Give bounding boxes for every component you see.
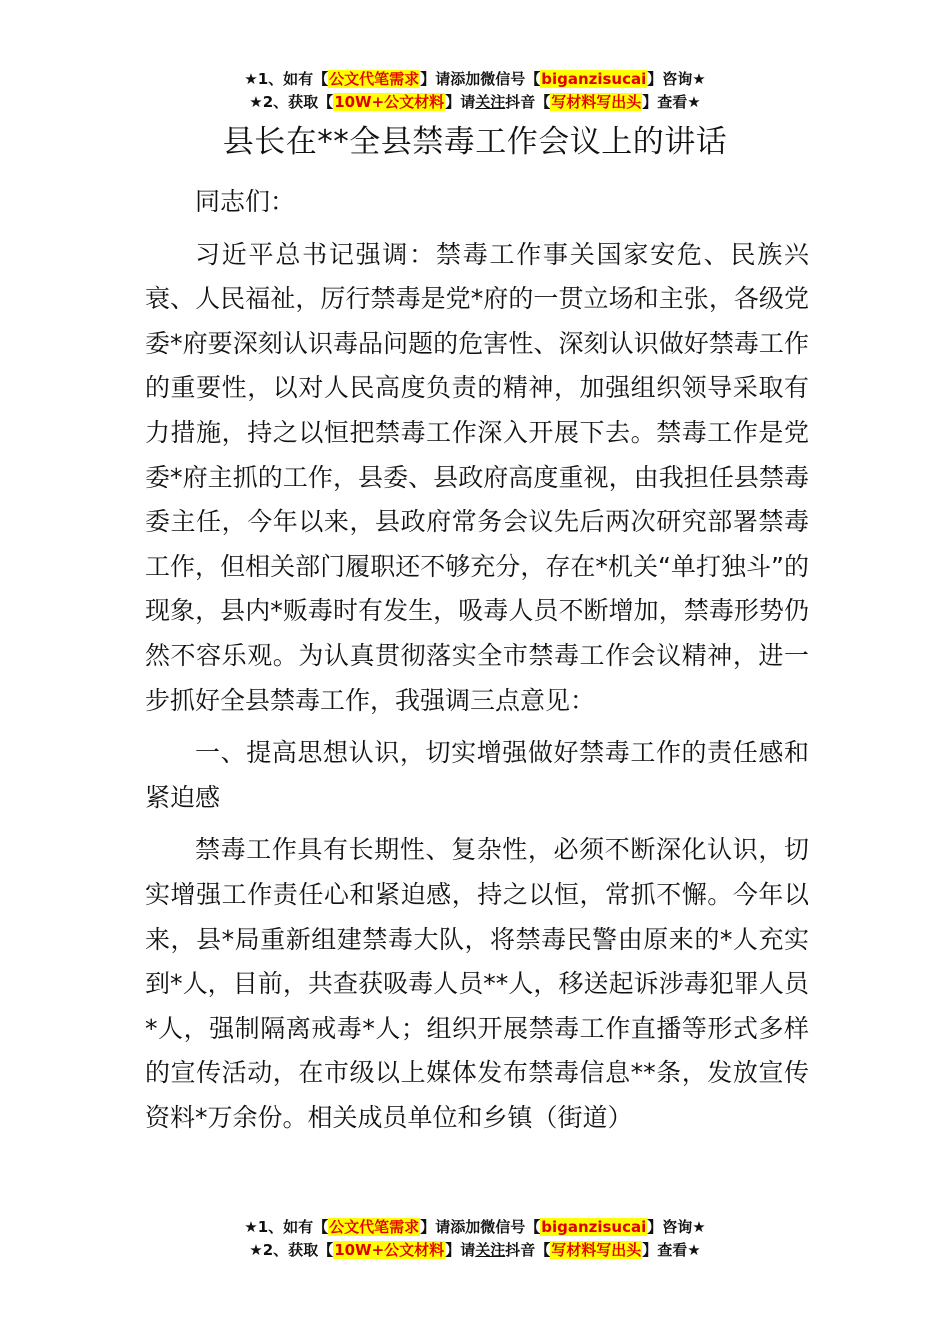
footer-line-2-douyin: 抖音【 [505,1241,551,1259]
header-line-1-prefix: ★1、如有【 [244,70,329,88]
header-line-2 [0,91,950,114]
header-highlight-ghostwriting: 公文代笔需求 [329,70,420,88]
footer-highlight-douyin-account: 写材料写出头 [551,1241,642,1259]
salutation: 同志们： [195,187,296,216]
section-heading-1: 一、提高思想认识，切实增强做好禁毒工作的责任感和紧迫感 [145,738,809,812]
header-line-1 [0,68,950,91]
body-paragraph-intro: 习近平总书记强调：禁毒工作事关国家安危、民族兴衰、人民福祉，厉行禁毒是党*府的一贯立场和主张，各级党委*府要深刻认识毒品问题的危害性、深刻认识做好禁毒工作的重要性，以对人民高度负责的精神，加强组织领导采取有力措施，持之以恒把禁毒工作深入开展下去。禁毒工作是党委*府主抓的工作，县委、县政府高度重视，由我担任县禁毒委主任，今年以来，县政府常务会议先后两次研究部署禁毒工作，但相关部门履职还不够充分，存在*机关“单打独斗”的现象，县内*贩毒时有发生，吸毒人员不断增加，禁毒形势仍然不容乐观。为认真贯彻落实全市禁毒工作会议精神，进一步抓好全县禁毒工作，我强调三点意见： [145,239,809,715]
document-body [145,180,809,1148]
footer-highlight-ghostwriting: 公文代笔需求 [329,1218,420,1236]
document-title: 县长在**全县禁毒工作会议上的讲话 [222,124,728,160]
header-line-1-middle: 】请添加微信号【 [420,70,541,88]
footer-line-2 [0,1239,950,1262]
header-line-2-prefix: ★2、获取【 [249,93,334,111]
header-line-2-douyin: 抖音【 [505,93,551,111]
footer-highlight-wechat-id: biganzisucai [541,1218,647,1236]
footer-line-1-prefix: ★1、如有【 [244,1218,329,1236]
header-highlight-wechat-id: biganzisucai [541,70,647,88]
header-highlight-douyin-account: 写材料写出头 [551,93,642,111]
footer-line-1-suffix: 】咨询★ [647,1218,706,1236]
body-paragraph-section-1: 禁毒工作具有长期性、复杂性，必须不断深化认识，切实增强工作责任心和紧迫感，持之以恒，常抓不懈。今年以来，县*局重新组建禁毒大队，将禁毒民警由原来的*人充实到*人，目前，共查获吸毒人员**人，移送起诉涉毒犯罪人员*人，强制隔离戒毒*人；组织开展禁毒工作直播等形式多样的宣传活动，在市级以上媒体发布禁毒信息**条，发放宣传资料*万余份。相关成员单位和乡镇（街道） [145,835,809,1132]
header-highlight-materials: 10W+公文材料 [334,93,445,111]
footer-line-2-middle: 】请 [445,1241,476,1259]
footer-line-2-suffix: 】查看★ [642,1241,701,1259]
header-line-2-suffix: 】查看★ [642,93,701,111]
footer-line-1 [0,1216,950,1239]
footer-banner [0,1216,950,1262]
header-underline-follow: 关注 [475,93,506,111]
footer-line-2-prefix: ★2、获取【 [249,1241,334,1259]
header-line-2-middle: 】请 [445,93,476,111]
footer-line-1-middle: 】请添加微信号【 [420,1218,541,1236]
footer-highlight-materials: 10W+公文材料 [334,1241,445,1259]
header-banner [0,68,950,114]
header-line-1-suffix: 】咨询★ [647,70,706,88]
footer-underline-follow: 关注 [475,1241,506,1259]
